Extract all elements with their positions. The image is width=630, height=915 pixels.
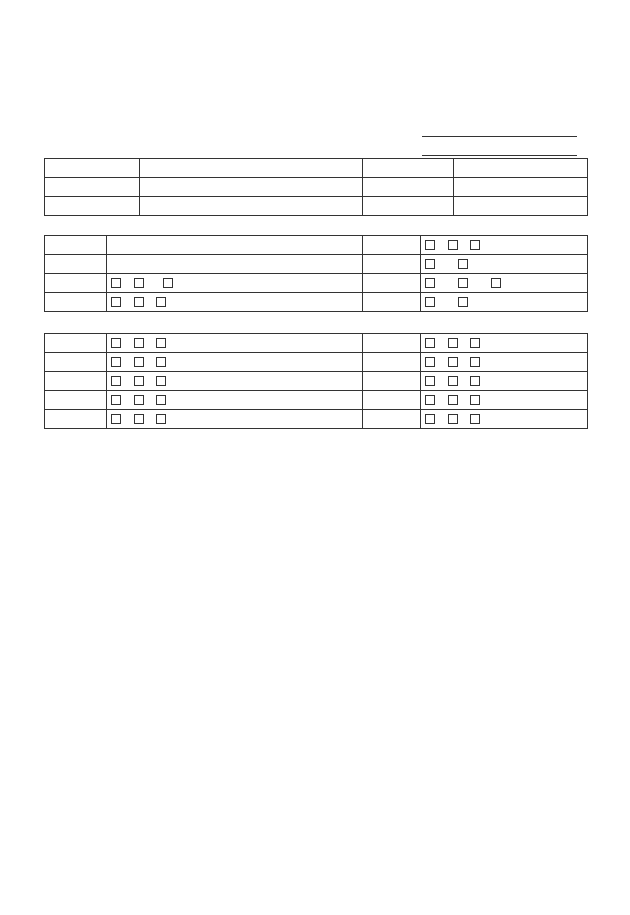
adl-left-item bbox=[45, 372, 107, 391]
adl-checkbox[interactable] bbox=[134, 338, 144, 348]
adl-checkbox[interactable] bbox=[448, 395, 458, 405]
adl-checkbox[interactable] bbox=[156, 414, 166, 424]
adl-checkbox[interactable] bbox=[156, 376, 166, 386]
adl-checkbox[interactable] bbox=[470, 395, 480, 405]
birth-field[interactable] bbox=[454, 159, 588, 178]
adl-left-item bbox=[45, 410, 107, 429]
adl-checkbox[interactable] bbox=[156, 338, 166, 348]
adl-checkbox[interactable] bbox=[448, 414, 458, 424]
diaper-options bbox=[421, 293, 588, 312]
hearing-label bbox=[45, 293, 107, 312]
diaper-checkbox-1[interactable] bbox=[425, 297, 435, 307]
adl-checkbox[interactable] bbox=[134, 376, 144, 386]
header-table bbox=[44, 158, 587, 216]
adl-checkbox[interactable] bbox=[425, 376, 435, 386]
bedsore-checkbox-2[interactable] bbox=[458, 259, 468, 269]
speech-options bbox=[421, 236, 588, 255]
adl-left-options bbox=[107, 372, 363, 391]
bedsore-label bbox=[363, 255, 421, 274]
hearing-options bbox=[107, 293, 363, 312]
disability-field[interactable] bbox=[454, 178, 588, 197]
location-field[interactable] bbox=[454, 197, 588, 216]
adl-checkbox[interactable] bbox=[156, 357, 166, 367]
adl-checkbox[interactable] bbox=[111, 357, 121, 367]
swallow-checkbox-3[interactable] bbox=[491, 278, 501, 288]
adl-checkbox[interactable] bbox=[470, 414, 480, 424]
body-condition-table bbox=[44, 235, 587, 312]
adl-checkbox[interactable] bbox=[156, 395, 166, 405]
bedsore-checkbox-1[interactable] bbox=[425, 259, 435, 269]
adl-left-options bbox=[107, 353, 363, 372]
weight-field[interactable] bbox=[107, 255, 363, 274]
speech-label bbox=[363, 236, 421, 255]
vision-options bbox=[107, 274, 363, 293]
speech-checkbox-2[interactable] bbox=[448, 240, 458, 250]
swallow-checkbox-1[interactable] bbox=[425, 278, 435, 288]
adl-right-options bbox=[421, 410, 588, 429]
adl-table bbox=[44, 333, 587, 429]
adl-left-item bbox=[45, 353, 107, 372]
adl-checkbox[interactable] bbox=[425, 414, 435, 424]
adl-checkbox[interactable] bbox=[111, 395, 121, 405]
location-label bbox=[363, 197, 454, 216]
hearing-checkbox-1[interactable] bbox=[111, 297, 121, 307]
diaper-label bbox=[363, 293, 421, 312]
care-label bbox=[45, 197, 140, 216]
adl-right-options bbox=[421, 353, 588, 372]
vision-checkbox-2[interactable] bbox=[134, 278, 144, 288]
hearing-checkbox-3[interactable] bbox=[156, 297, 166, 307]
adl-checkbox[interactable] bbox=[134, 357, 144, 367]
adl-right-options bbox=[421, 334, 588, 353]
adl-left-item bbox=[45, 334, 107, 353]
adl-right-item bbox=[363, 372, 421, 391]
adl-right-options bbox=[421, 372, 588, 391]
adl-right-item bbox=[363, 410, 421, 429]
adl-checkbox[interactable] bbox=[470, 357, 480, 367]
adl-checkbox[interactable] bbox=[448, 376, 458, 386]
adl-checkbox[interactable] bbox=[425, 357, 435, 367]
adl-left-options bbox=[107, 391, 363, 410]
adl-checkbox[interactable] bbox=[425, 395, 435, 405]
birth-label bbox=[363, 159, 454, 178]
adl-right-options bbox=[421, 391, 588, 410]
adl-checkbox[interactable] bbox=[134, 395, 144, 405]
speech-checkbox-1[interactable] bbox=[425, 240, 435, 250]
height-label bbox=[45, 236, 107, 255]
adl-checkbox[interactable] bbox=[425, 338, 435, 348]
disability-label bbox=[363, 178, 454, 197]
adl-checkbox[interactable] bbox=[134, 414, 144, 424]
name-field[interactable] bbox=[140, 159, 363, 178]
adl-left-item bbox=[45, 391, 107, 410]
adl-right-item bbox=[363, 353, 421, 372]
care-field[interactable] bbox=[140, 197, 363, 216]
address-field[interactable] bbox=[140, 178, 363, 197]
survey-date-line[interactable] bbox=[422, 136, 577, 137]
address-label bbox=[45, 178, 140, 197]
hearing-checkbox-2[interactable] bbox=[134, 297, 144, 307]
adl-checkbox[interactable] bbox=[470, 376, 480, 386]
vision-checkbox-1[interactable] bbox=[111, 278, 121, 288]
adl-right-item bbox=[363, 334, 421, 353]
adl-left-options bbox=[107, 410, 363, 429]
vision-label bbox=[45, 274, 107, 293]
height-field[interactable] bbox=[107, 236, 363, 255]
adl-left-options bbox=[107, 334, 363, 353]
speech-checkbox-3[interactable] bbox=[470, 240, 480, 250]
surveyor-line[interactable] bbox=[422, 155, 577, 156]
swallow-options bbox=[421, 274, 588, 293]
adl-right-item bbox=[363, 391, 421, 410]
adl-checkbox[interactable] bbox=[448, 338, 458, 348]
adl-checkbox[interactable] bbox=[448, 357, 458, 367]
vision-checkbox-3[interactable] bbox=[163, 278, 173, 288]
name-label bbox=[45, 159, 140, 178]
bedsore-options bbox=[421, 255, 588, 274]
swallow-label bbox=[363, 274, 421, 293]
adl-checkbox[interactable] bbox=[111, 414, 121, 424]
adl-checkbox[interactable] bbox=[111, 376, 121, 386]
swallow-checkbox-2[interactable] bbox=[458, 278, 468, 288]
weight-label bbox=[45, 255, 107, 274]
adl-checkbox[interactable] bbox=[111, 338, 121, 348]
diaper-checkbox-2[interactable] bbox=[458, 297, 468, 307]
adl-checkbox[interactable] bbox=[470, 338, 480, 348]
